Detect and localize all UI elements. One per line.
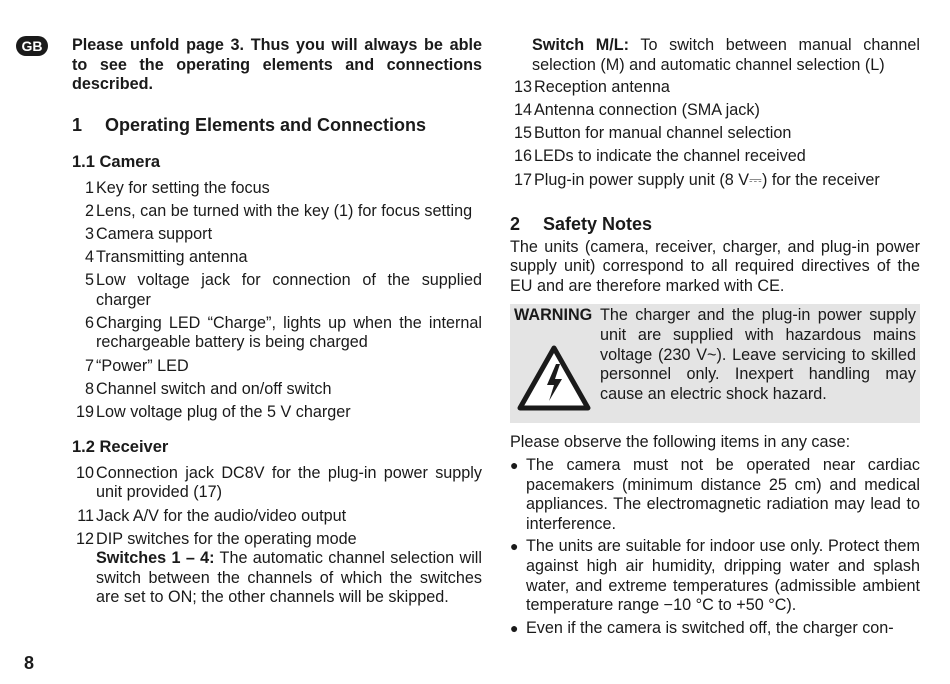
item-text: Camera support	[96, 224, 213, 243]
switches-1-4-text: The automatic channel selection will switch between the channels of which the switches are set to ON; the other channels will be skipped.	[96, 549, 482, 607]
list-item	[510, 78, 920, 98]
switches-1-4-description	[96, 549, 482, 608]
switch-ml-label: Switch M/L:	[532, 36, 630, 54]
list-item	[510, 456, 920, 534]
page-number: 8	[24, 653, 35, 673]
observe-text: Please observe the following items in any case:	[510, 433, 851, 452]
list-item	[72, 271, 482, 310]
item-number: 14	[513, 101, 532, 120]
item-number: 13	[513, 78, 532, 97]
list-item	[510, 619, 920, 639]
list-item	[510, 124, 920, 144]
item-text: LEDs to indicate the channel received	[534, 147, 806, 166]
item-text: “Power” LED	[96, 356, 189, 375]
list-item	[72, 530, 482, 550]
receiver-heading: 1.2 Receiver	[72, 437, 169, 456]
section-1-number: 1	[72, 114, 83, 135]
language-badge: GB	[16, 36, 48, 56]
section-1-title: Operating Elements and Connections	[105, 114, 427, 135]
receiver-list-continued	[510, 78, 920, 190]
bullet-text: The units are suitable for indoor use only. Protect them against high air humidity, dripping water and splash water, and extreme temperatures (admissible ambient temperature range −10 °C to +50 °C).	[526, 537, 920, 615]
list-item	[510, 537, 920, 615]
list-item	[72, 248, 482, 268]
item-text: Jack A/V for the audio/video output	[96, 506, 347, 525]
section-2-heading	[510, 212, 920, 236]
item-number: 16	[513, 147, 532, 166]
item-text: Low voltage jack for connection of the supplied charger	[96, 271, 482, 309]
list-item	[72, 380, 482, 400]
safety-bullet-list	[510, 456, 920, 638]
section-2-number: 2	[510, 213, 521, 234]
item-text: Antenna connection (SMA jack)	[534, 101, 760, 120]
item-number: 2	[84, 201, 94, 220]
item-text: Plug-in power supply unit (8 V⎓) for the receiver	[534, 170, 880, 189]
list-item	[72, 202, 482, 222]
list-item	[72, 179, 482, 199]
item-number: 15	[513, 124, 532, 143]
item-text: Low voltage plug of the 5 V charger	[96, 402, 351, 421]
right-column	[510, 36, 920, 641]
item-number: 6	[84, 313, 94, 332]
bullet-icon: ●	[510, 619, 519, 636]
list-item	[510, 147, 920, 167]
list-item	[72, 314, 482, 353]
camera-heading: 1.1 Camera	[72, 152, 161, 171]
intro-text: Please unfold page 3. Thus you will always be able to see the operating elements and connections described.	[72, 36, 482, 94]
switches-1-4-label: Switches 1 – 4:	[96, 549, 215, 568]
bullet-icon: ●	[510, 538, 519, 555]
warning-text: The charger and the plug-in power supply unit are supplied with hazardous mains voltage (230 V~). Leave servicing to skilled personnel only. Inexpert handling may cause an electric shock hazard.	[600, 306, 916, 403]
electric-hazard-icon	[516, 344, 592, 412]
section-2-title: Safety Notes	[543, 213, 653, 234]
item-number: 4	[84, 248, 94, 267]
list-item	[72, 464, 482, 503]
item-text: Connection jack DC8V for the plug-in power supply unit provided (17)	[96, 463, 482, 502]
item-text: Lens, can be turned with the key (1) for focus setting	[96, 201, 473, 220]
section-1-heading	[72, 113, 482, 137]
item-text: Button for manual channel selection	[534, 124, 792, 143]
list-item	[510, 101, 920, 121]
item-number: 19	[75, 402, 94, 421]
bullet-text: The camera must not be operated near cardiac pacemakers (minimum distance 25 cm) and medical appliances. The electromagnetic radiation may lead to interference.	[526, 456, 920, 533]
camera-list	[72, 179, 482, 423]
bullet-icon: ●	[510, 457, 519, 474]
list-item	[72, 403, 482, 423]
item-number: 8	[84, 379, 94, 398]
item-text: Reception antenna	[534, 78, 670, 97]
item-text: Charging LED “Charge”, lights up when the internal rechargeable battery is being charged	[96, 313, 482, 352]
list-item	[72, 507, 482, 527]
item-text: Channel switch and on/off switch	[96, 379, 332, 398]
warning-label: WARNING	[514, 306, 593, 325]
item-text: Key for setting the focus	[96, 178, 270, 197]
warning-box	[510, 304, 920, 423]
switch-ml-description	[532, 36, 920, 75]
item-number: 10	[75, 463, 94, 482]
bullet-text: Even if the camera is switched off, the charger con-	[526, 618, 894, 637]
safety-paragraph: The units (camera, receiver, charger, and plug-in power supply unit) correspond to all required directives of the EU and are therefore marked with CE.	[510, 237, 920, 295]
list-item	[510, 171, 920, 191]
item-number: 3	[84, 224, 94, 243]
item-text: DIP switches for the operating mode	[96, 529, 357, 548]
switch-ml-text: To switch between manual channel selection (M) and automatic channel selection (L)	[532, 36, 920, 74]
list-item	[72, 357, 482, 377]
item-number: 5	[84, 271, 94, 290]
item-number: 11	[77, 506, 94, 525]
item-number: 12	[75, 529, 94, 548]
item-number: 1	[84, 178, 94, 197]
item-number: 7	[84, 356, 94, 375]
item-number: 17	[513, 170, 532, 189]
left-column	[72, 36, 482, 611]
list-item	[72, 225, 482, 245]
receiver-list	[72, 464, 482, 608]
item-text: Transmitting antenna	[96, 248, 248, 267]
